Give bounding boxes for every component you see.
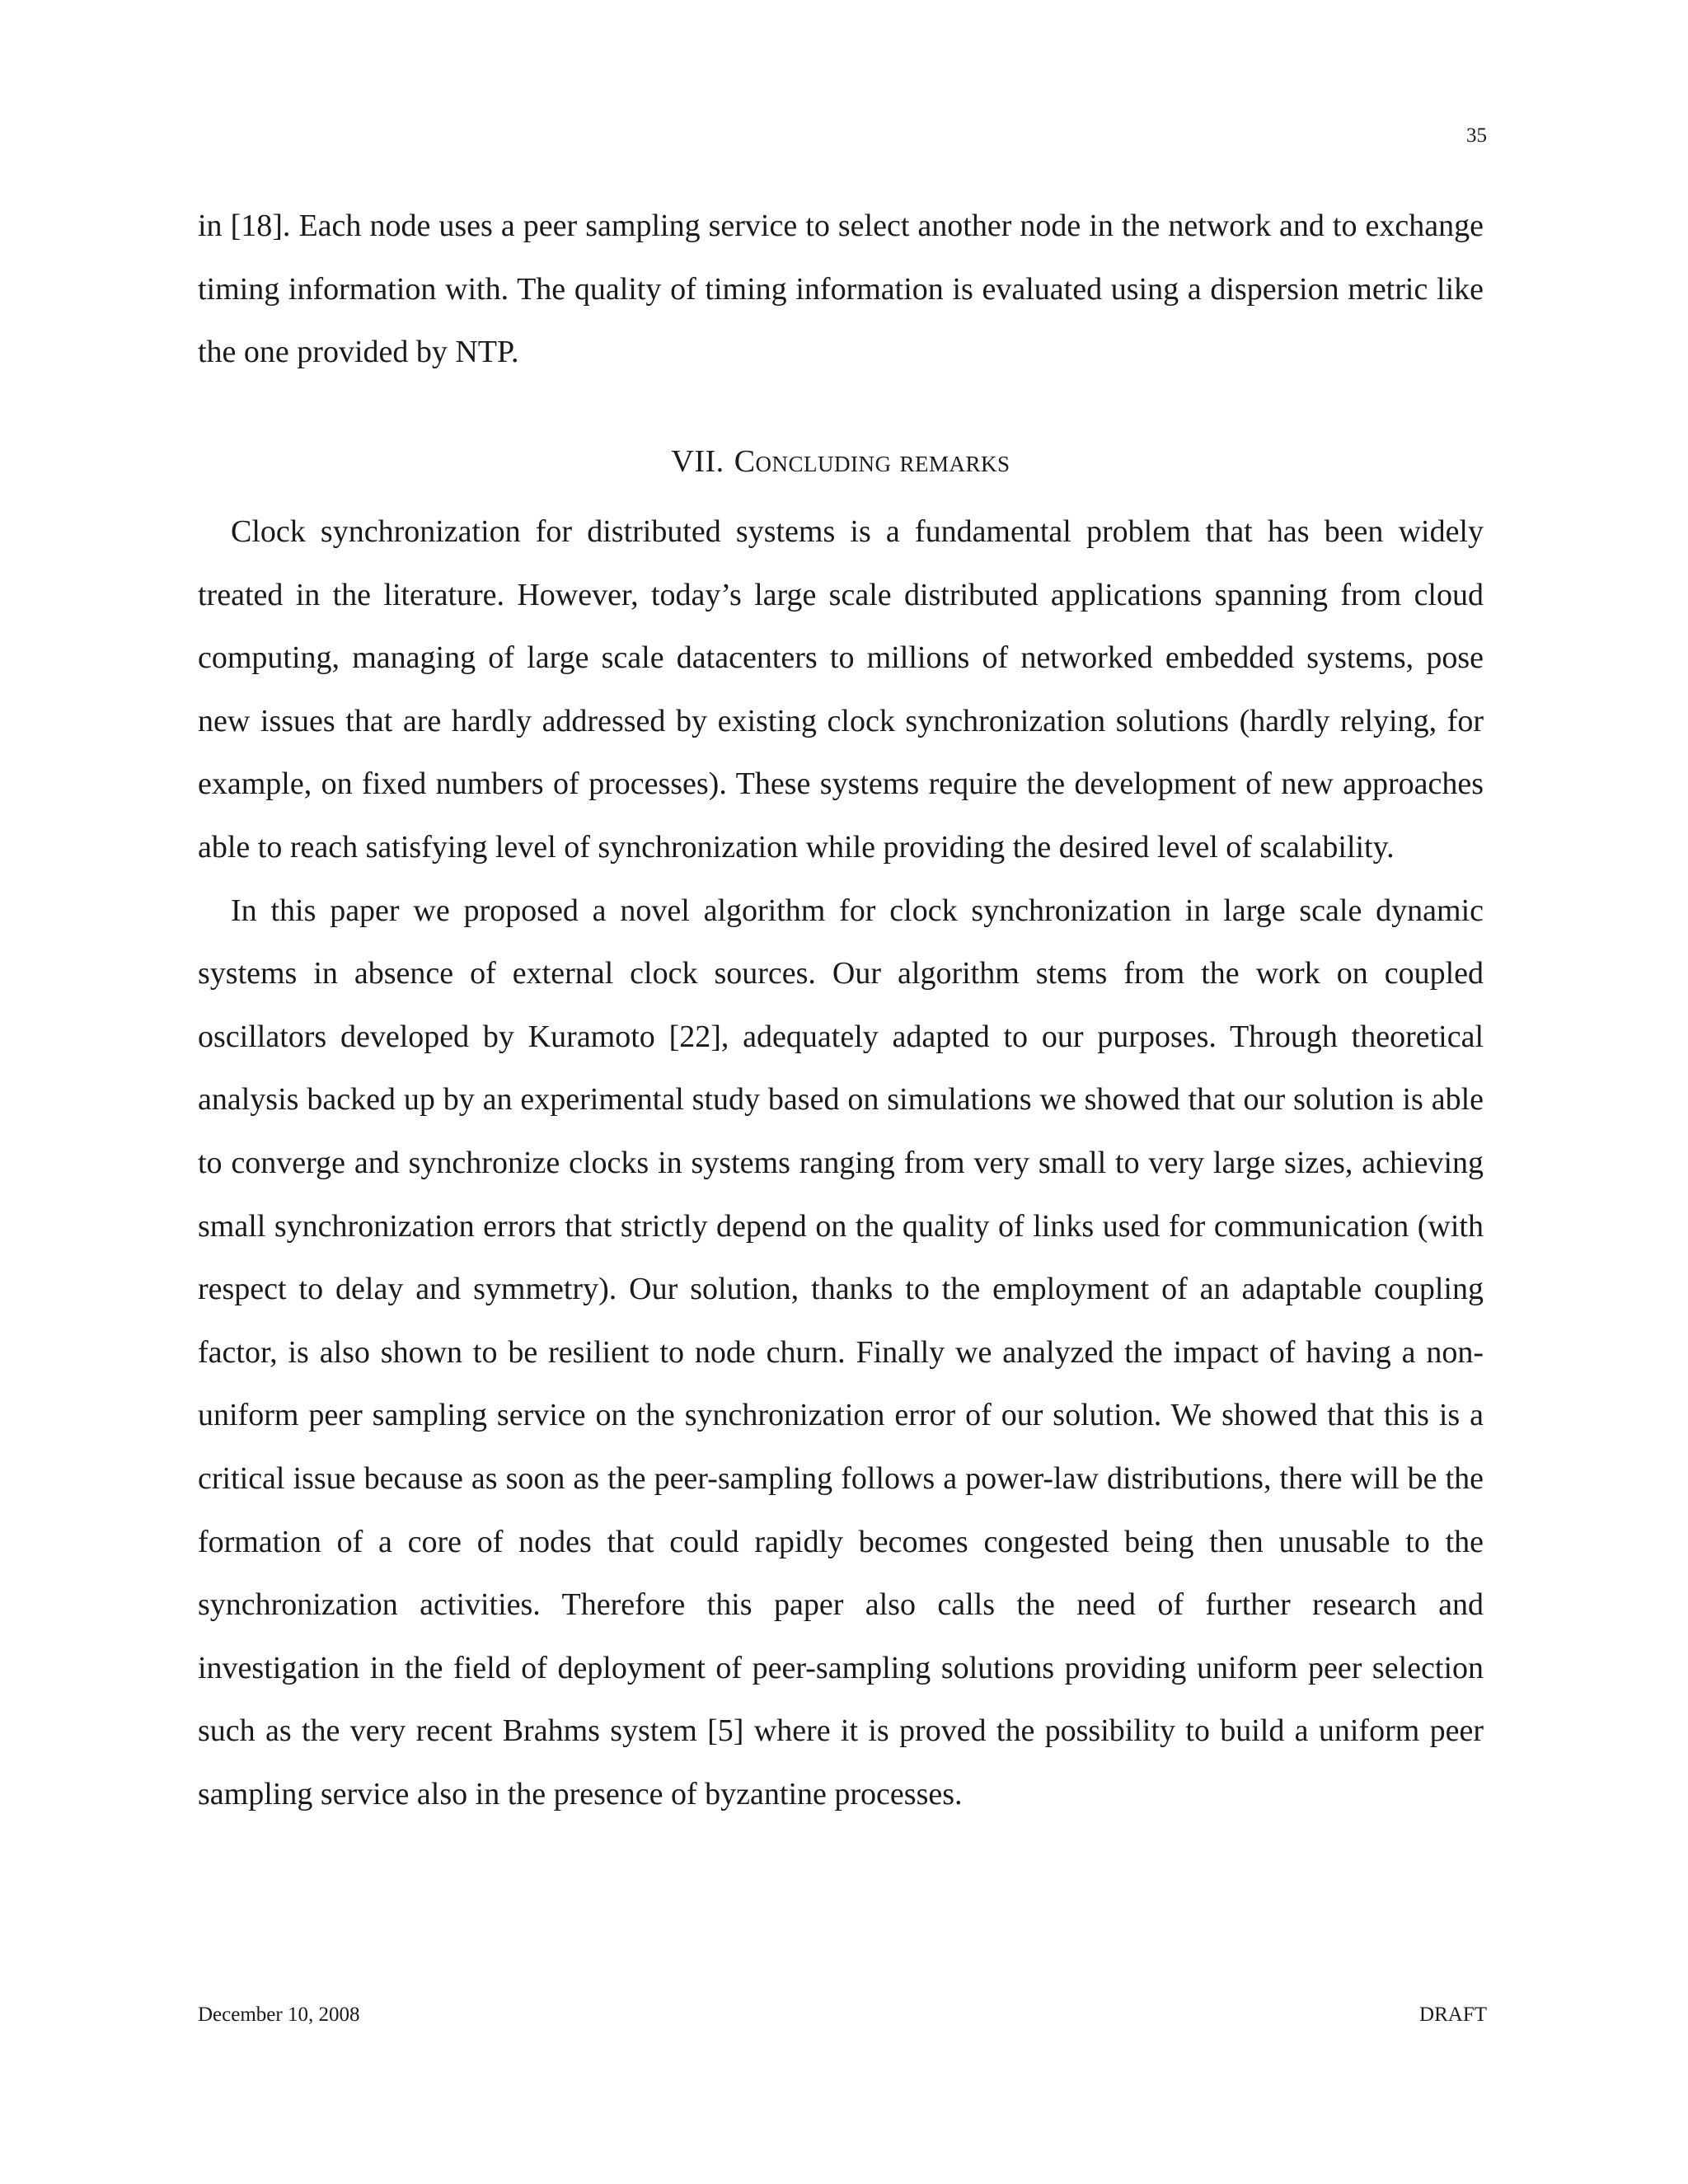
- section-numeral: VII.: [671, 444, 724, 479]
- intro-text-block: [198, 194, 1484, 384]
- body-paragraph: In this paper we proposed a novel algorithm for clock synchronization in large scale dynamic systems in absence of external clock sources. Our algorithm stems from the work on coupled oscillators developed by Kuramoto [22], adequately adapted to our purposes. Through theoretical analysis backed up by an experimental study based on simulations we showed that our solution is able to converge and synchronize clocks in systems ranging from very small to very large sizes, achieving small synchronization errors that strictly depend on the quality of links used for communication (with respect to delay and symmetry). Our solution, thanks to the employment of an adaptable coupling factor, is also shown to be resilient to node churn. Finally we analyzed the impact of having a non-uniform peer sampling service on the synchronization error of our solution. We showed that this is a critical issue because as soon as the peer-sampling follows a power-law distributions, there will be the formation of a core of nodes that could rapidly becomes congested being then unusable to the synchronization activities. Therefore this paper also calls the need of further research and investigation in the field of deployment of peer-sampling solutions providing uniform peer selection such as the very recent Brahms system [5] where it is proved the possibility to build a uniform peer sampling service also in the presence of byzantine processes.: [198, 893, 1484, 1811]
- section-title: Concluding remarks: [734, 444, 1010, 479]
- body-paragraph: Clock synchronization for distributed systems is a fundamental problem that has been widely treated in the literature. However, today’s large scale distributed applications spanning from cloud computing, managing of large scale datacenters to millions of networked embedded systems, pose new issues that are hardly addressed by existing clock synchronization solutions (hardly relying, for example, on fixed numbers of processes). These systems require the development of new approaches able to reach satisfying level of synchronization while providing the desired level of scalability.: [198, 514, 1484, 865]
- intro-paragraph: in [18]. Each node uses a peer sampling service to select another node in the network and to exchange timing information with. The quality of timing information is evaluated using a dispersion metric like the one provided by NTP.: [198, 209, 1484, 370]
- concluding-remarks-body: [198, 500, 1484, 1825]
- footer-date: December 10, 2008: [198, 2004, 360, 2026]
- section-heading: [198, 437, 1484, 486]
- page-number: 35: [1466, 124, 1487, 147]
- footer-draft-label: DRAFT: [1419, 2004, 1487, 2026]
